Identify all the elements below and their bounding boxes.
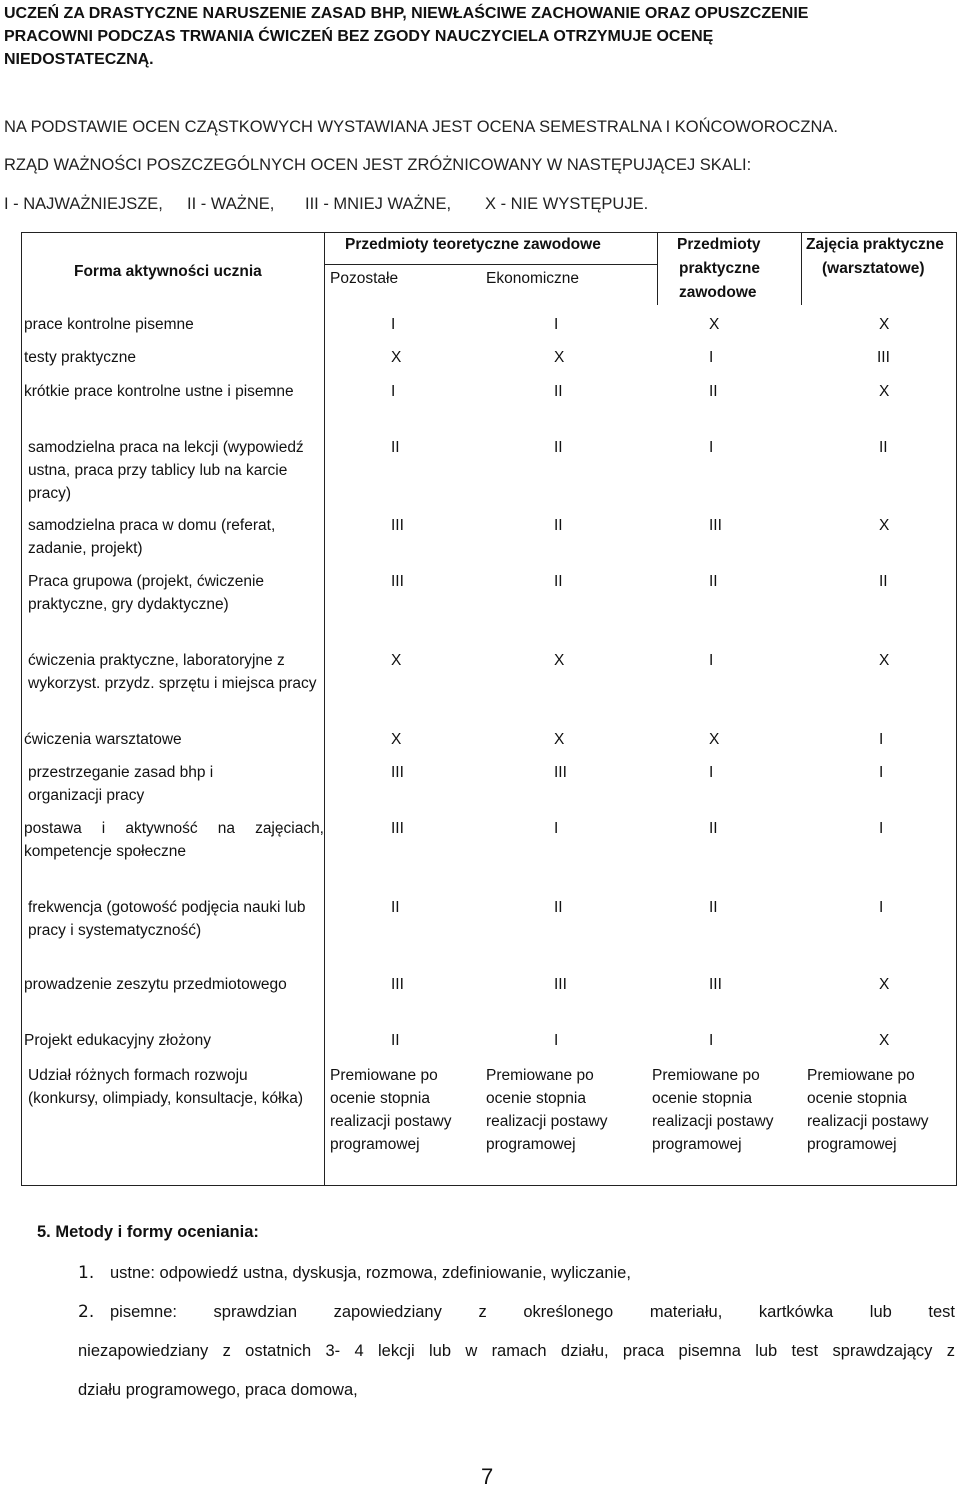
mark-workshop: X	[879, 1032, 890, 1049]
mark-workshop: X	[879, 976, 890, 993]
basis-line: NA PODSTAWIE OCEN CZĄSTKOWYCH WYSTAWIANA JEST OCENA SEMESTRALNA I KOŃCOWOROCZNA.	[4, 118, 838, 136]
mark-practical: III	[709, 976, 722, 993]
mark-theory-other: II	[391, 439, 400, 456]
mark-theory-econ: I	[554, 1032, 559, 1049]
row-label: samodzielna praca na lekcji (wypowiedź ustna, praca przy tablicy lub na karcie pracy)	[28, 439, 304, 502]
row-label: krótkie prace kontrolne ustne i pisemne	[24, 383, 294, 400]
mark-theory-other: I	[391, 383, 396, 400]
mark-practical: Premiowane po ocenie stopnia realizacji postawy programowej	[652, 1067, 774, 1153]
mark-theory-econ: II	[554, 899, 563, 916]
mark-workshop: X	[879, 316, 890, 333]
header-form: Forma aktywności ucznia	[74, 263, 262, 280]
mark-workshop: I	[879, 731, 884, 748]
rank-line: RZĄD WAŻNOŚCI POSZCZEGÓLNYCH OCEN JEST ZRÓŻNICOWANY W NASTĘPUJĄCEJ SKALI:	[4, 156, 752, 174]
header-practical-3: zawodowe	[679, 284, 757, 301]
header-practical-1: Przedmioty	[677, 236, 761, 253]
mark-practical: I	[709, 439, 714, 456]
methods-item-2-line-3: działu programowego, praca domowa,	[78, 1381, 358, 1399]
intro-line-3: NIEDOSTATECZNĄ.	[4, 51, 154, 68]
mark-practical: I	[709, 349, 714, 366]
mark-theory-other: II	[391, 1032, 400, 1049]
mark-theory-econ: III	[554, 976, 567, 993]
mark-theory-econ: II	[554, 573, 563, 590]
intro-line-2: PRACOWNI PODCZAS TRWANIA ĆWICZEŃ BEZ ZGODY NAUCZYCIELA OTRZYMUJE OCENĘ	[4, 28, 714, 45]
row-label: przestrzeganie zasad bhp i organizacji pracy	[28, 764, 214, 804]
row-label: frekwencja (gotowość podjęcia nauki lub pracy i systematyczność)	[28, 899, 306, 939]
mark-theory-econ: II	[554, 517, 563, 534]
mark-workshop: I	[879, 899, 884, 916]
table-divider	[324, 264, 657, 265]
row-label: prace kontrolne pisemne	[24, 316, 194, 333]
mark-theory-econ: III	[554, 764, 567, 781]
row-label: ćwiczenia praktyczne, laboratoryjne z wykorzyst. przydz. sprzętu i miejsca pracy	[28, 652, 317, 692]
mark-workshop: I	[879, 764, 884, 781]
scale-item-2: II - WAŻNE,	[187, 195, 275, 213]
row-label: ćwiczenia warsztatowe	[24, 731, 182, 748]
mark-theory-other: III	[391, 517, 404, 534]
methods-item-2-line-2: niezapowiedziany z ostatnich 3- 4 lekcji lub w ramach działu, praca pisemna lub test sprawdzający z	[78, 1342, 955, 1360]
row-label: Projekt edukacyjny złożony	[24, 1032, 211, 1049]
header-theory-other: Pozostałe	[330, 270, 399, 287]
mark-theory-other: Premiowane po ocenie stopnia realizacji postawy programowej	[330, 1067, 452, 1153]
mark-theory-other: X	[391, 731, 402, 748]
mark-practical: II	[709, 820, 718, 837]
mark-workshop: X	[879, 517, 890, 534]
header-practical-2: praktyczne	[679, 260, 760, 277]
scale-item-1: I - NAJWAŻNIEJSZE,	[4, 195, 163, 213]
table-divider	[324, 233, 325, 1185]
mark-workshop: II	[879, 439, 888, 456]
mark-theory-other: X	[391, 652, 402, 669]
row-label: prowadzenie zeszytu przedmiotowego	[24, 976, 287, 993]
mark-practical: I	[709, 764, 714, 781]
mark-practical: II	[709, 899, 718, 916]
mark-theory-other: III	[391, 976, 404, 993]
mark-theory-other: III	[391, 573, 404, 590]
mark-theory-econ: X	[554, 349, 565, 366]
mark-workshop: X	[879, 383, 890, 400]
mark-theory-other: II	[391, 899, 400, 916]
row-label: testy praktyczne	[24, 349, 136, 366]
methods-title: 5. Metody i formy oceniania:	[37, 1223, 259, 1241]
list-number: 2.	[78, 1302, 95, 1322]
scale-item-4: X - NIE WYSTĘPUJE.	[485, 195, 649, 213]
row-label: Udział różnych formach rozwoju (konkursy, olimpiady, konsultacje, kółka)	[28, 1067, 304, 1107]
mark-workshop: I	[879, 820, 884, 837]
mark-theory-econ: X	[554, 652, 565, 669]
mark-practical: III	[709, 517, 722, 534]
mark-workshop: II	[879, 573, 888, 590]
mark-workshop: Premiowane po ocenie stopnia realizacji postawy programowej	[807, 1067, 929, 1153]
mark-theory-other: III	[391, 764, 404, 781]
row-label: Praca grupowa (projekt, ćwiczenie praktyczne, gry dydaktyczne)	[28, 573, 265, 613]
methods-item-1: ustne: odpowiedź ustna, dyskusja, rozmowa, zdefiniowanie, wyliczanie,	[110, 1264, 631, 1282]
mark-practical: I	[709, 1032, 714, 1049]
row-label: samodzielna praca w domu (referat, zadanie, projekt)	[28, 517, 276, 557]
mark-theory-other: III	[391, 820, 404, 837]
mark-theory-econ: Premiowane po ocenie stopnia realizacji postawy programowej	[486, 1067, 608, 1153]
intro-line-1: UCZEŃ ZA DRASTYCZNE NARUSZENIE ZASAD BHP, NIEWŁAŚCIWE ZACHOWANIE ORAZ OPUSZCZENIE	[4, 5, 809, 22]
mark-practical: I	[709, 652, 714, 669]
list-number: 1.	[78, 1263, 95, 1283]
mark-theory-econ: I	[554, 316, 559, 333]
mark-theory-other: X	[391, 349, 402, 366]
mark-practical: X	[709, 316, 720, 333]
methods-item-2-line-1: pisemne: sprawdzian zapowiedziany z określonego materiału, kartkówka lub test	[110, 1303, 955, 1321]
header-workshop-1: Zajęcia praktyczne	[806, 236, 944, 253]
mark-workshop: III	[877, 349, 890, 366]
mark-theory-econ: II	[554, 439, 563, 456]
mark-theory-other: I	[391, 316, 396, 333]
header-theory-econ: Ekonomiczne	[486, 270, 580, 287]
table-divider	[801, 233, 802, 305]
mark-practical: X	[709, 731, 720, 748]
mark-theory-econ: II	[554, 383, 563, 400]
mark-practical: II	[709, 573, 718, 590]
row-label: postawa i aktywność na zajęciach, kompetencje społeczne	[24, 820, 324, 860]
page-number: 7	[481, 1464, 494, 1489]
mark-practical: II	[709, 383, 718, 400]
scale-item-3: III - MNIEJ WAŻNE,	[305, 195, 452, 213]
table-divider	[657, 233, 658, 305]
mark-theory-econ: X	[554, 731, 565, 748]
mark-workshop: X	[879, 652, 890, 669]
mark-theory-econ: I	[554, 820, 559, 837]
header-workshop-2: (warsztatowe)	[822, 260, 925, 277]
header-theory-group: Przedmioty teoretyczne zawodowe	[345, 236, 601, 253]
